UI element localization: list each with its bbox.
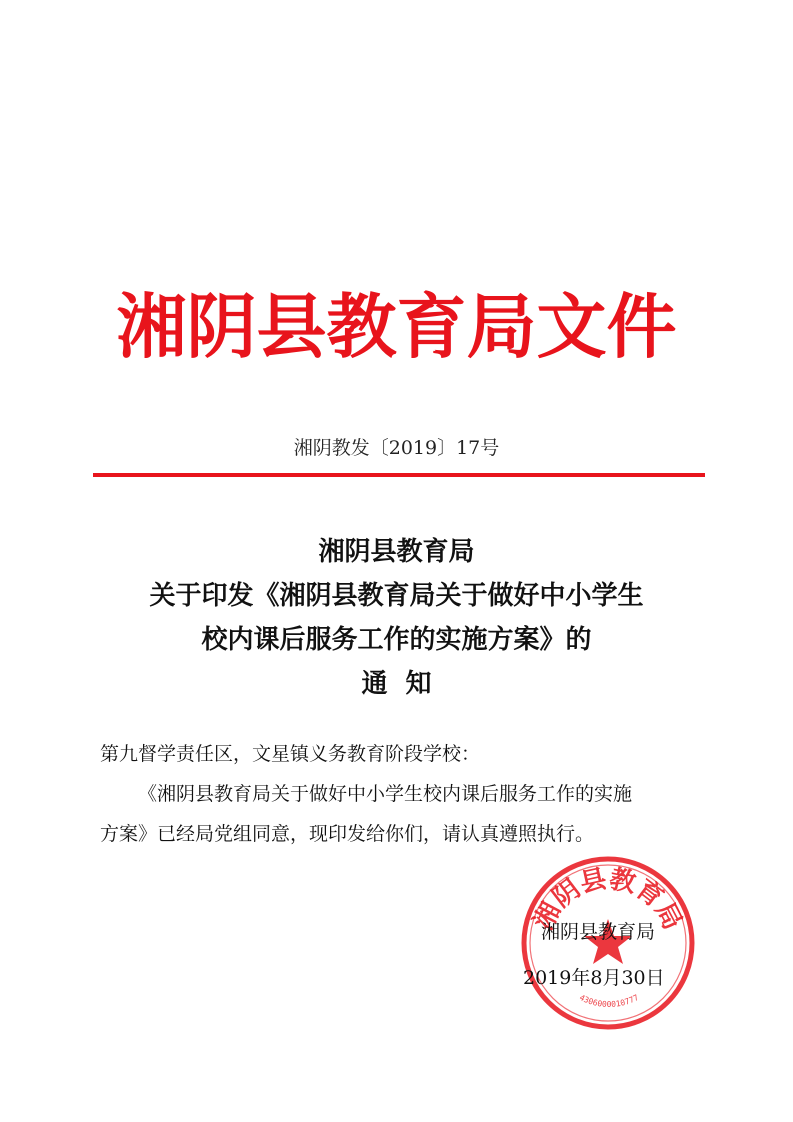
masthead: 湘阴县教育局文件	[116, 286, 677, 368]
notice-title	[0, 530, 793, 706]
recipient-line: 第九督学责任区，文星镇义务教育阶段学校：	[100, 743, 481, 765]
body-paragraph-line-2: 方案》已经局党组同意，现印发给你们，请认真遵照执行。	[100, 823, 595, 845]
seal-number: 4306000010777	[577, 992, 641, 1010]
body-paragraph-line-1: 《湘阴县教育局关于做好中小学生校内课后服务工作的实施	[138, 783, 633, 805]
title-line-issuer: 湘阴县教育局	[318, 537, 475, 567]
red-divider	[93, 473, 705, 477]
signature-organization: 湘阴县教育局	[541, 921, 656, 943]
title-line-notice: 通 知	[361, 669, 432, 699]
document-number: 湘阴教发〔2019〕17号	[293, 437, 500, 459]
seal-arc-text: 湘阴县教育局	[528, 864, 688, 935]
notice-body	[100, 734, 700, 854]
title-line-subject-2: 校内课后服务工作的实施方案》的	[201, 625, 592, 655]
title-line-subject-1: 关于印发《湘阴县教育局关于做好中小学生	[149, 581, 644, 611]
signature-date: 2019年8月30日	[523, 967, 665, 989]
